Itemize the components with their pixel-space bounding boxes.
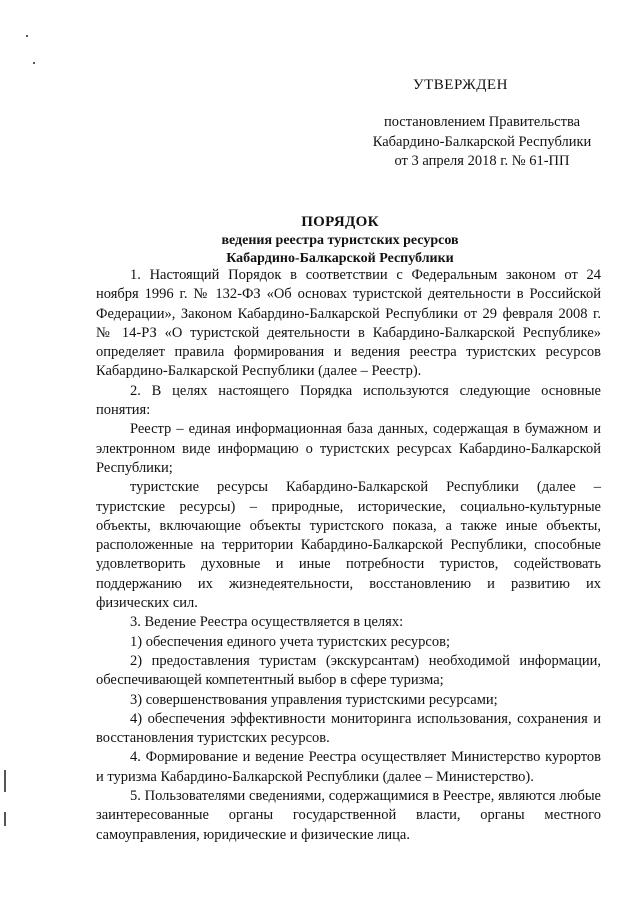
title-subtitle-2: Кабардино-Балкарской Республики	[226, 251, 454, 266]
approval-line-1: постановлением Правительства	[383, 114, 581, 130]
approval-details	[352, 113, 612, 172]
definition-registry: Реестр – единая информационная база данных, содержащая в бумажном и электронном виде информацию о туристских ресурсах Кабардино-Балкарской Республики;	[96, 421, 601, 476]
goal-2: 2) предоставления туристам (экскурсантам) необходимой информации, обеспечивающей компетентный выбор в сфере туризма;	[96, 652, 601, 689]
scan-edge-mark	[4, 812, 6, 826]
paragraph-5: 5. Пользователями сведениями, содержащимися в Реестре, являются любые заинтересованные органы государственной власти, органы местного самоуправления, юридические и физические лица.	[96, 788, 601, 843]
document-title	[80, 213, 600, 269]
approval-stamp: УТВЕРЖДЕН	[413, 77, 508, 93]
approval-line-3: от 3 апреля 2018 г. № 61-ПП	[394, 153, 570, 169]
scan-edge-mark	[4, 770, 6, 792]
approval-line-2: Кабардино-Балкарской Республики	[372, 133, 592, 150]
paragraph-3: 3. Ведение Реестра осуществляется в целях:	[130, 614, 404, 631]
goal-3: 3) совершенствования управления туристскими ресурсами;	[130, 691, 498, 708]
paragraph-1: 1. Настоящий Порядок в соответствии с Федеральным законом от 24 ноября 1996 г. № 132-ФЗ «Об основах туристской деятельности в Российской Федерации», Законом Кабардино-Балкарской Республики от 29 февраля 2008 г. № 14-РЗ «О туристской деятельности в Кабардино-Балкарской Республике» определяет правила формирования и ведения реестра туристских ресурсов Кабардино-Балкарской Республики (далее – Реестр).	[96, 267, 601, 380]
goal-1: 1) обеспечения единого учета туристских ресурсов;	[130, 633, 450, 650]
document-body	[96, 266, 601, 845]
scan-speck	[26, 35, 28, 37]
paragraph-4: 4. Формирование и ведение Реестра осуществляет Министерство курортов и туризма Кабардино-Балкарской Республики (далее – Министерство).	[96, 749, 601, 785]
paragraph-2: 2. В целях настоящего Порядка используются следующие основные понятия:	[96, 382, 601, 419]
scan-speck	[33, 62, 35, 64]
goal-4: 4) обеспечения эффективности мониторинга использования, сохранения и восстановления туристских ресурсов.	[96, 710, 601, 747]
title-subtitle-1: ведения реестра туристских ресурсов	[221, 232, 459, 248]
title-main: ПОРЯДОК	[301, 214, 379, 230]
definition-tourist-resources: туристские ресурсы Кабардино-Балкарской Республики (далее – туристские ресурсы) – природные, исторические, социально-культурные объекты, включающие объекты туристского показа, а также иные объекты, расположенные на территории Кабардино-Балкарской Республики, способные удовлетворить духовные и иные потребности туристов, содействовать поддержанию их жизнедеятельности, восстановлению и развитию их физических сил.	[96, 479, 601, 612]
